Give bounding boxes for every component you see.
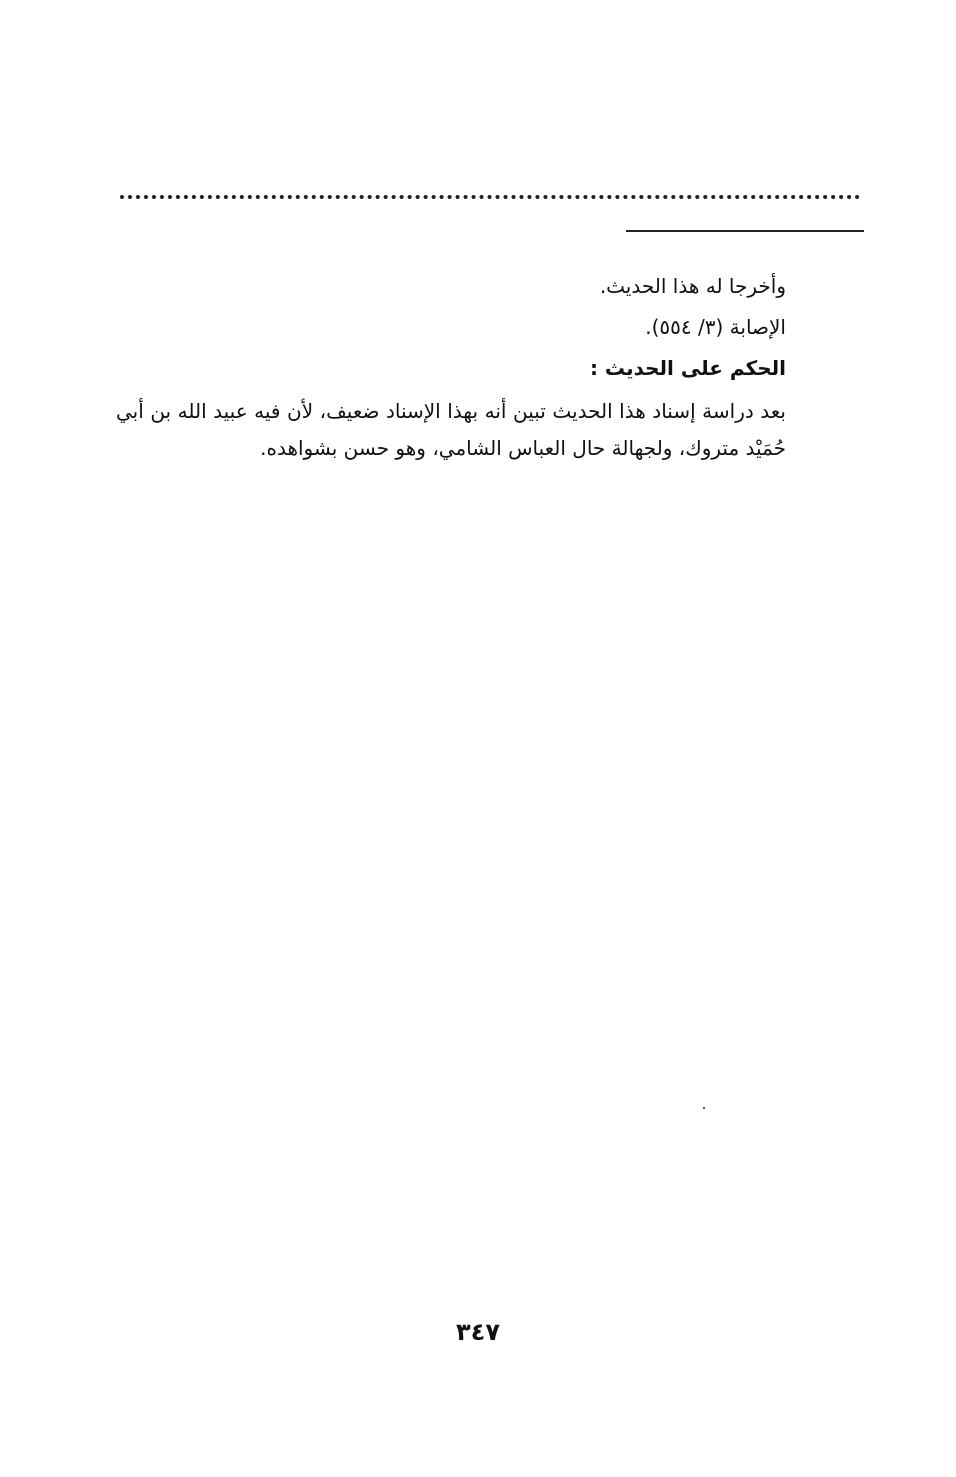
footnote-text [116,270,786,467]
ruling-paragraph: بعد دراسة إسناد هذا الحديث تبين أنه بهذا الإسناد ضعيف، لأن فيه عبيد الله بن أبي حُمَيْد متروك، ولجهالة حال العباس الشامي، وهو حسن بشواهده. [116,399,786,460]
dotted-separator [120,195,860,199]
page-number: ٣٤٧ [456,1318,500,1346]
footnote-line-1: وأخرجا له هذا الحديث. [599,274,786,298]
footnote-rule [626,230,864,232]
footnote-citation: الإصابة (٣/ ٥٥٤). [645,315,786,339]
print-speck [703,1107,705,1109]
ruling-heading: الحكم على الحديث : [589,356,786,380]
